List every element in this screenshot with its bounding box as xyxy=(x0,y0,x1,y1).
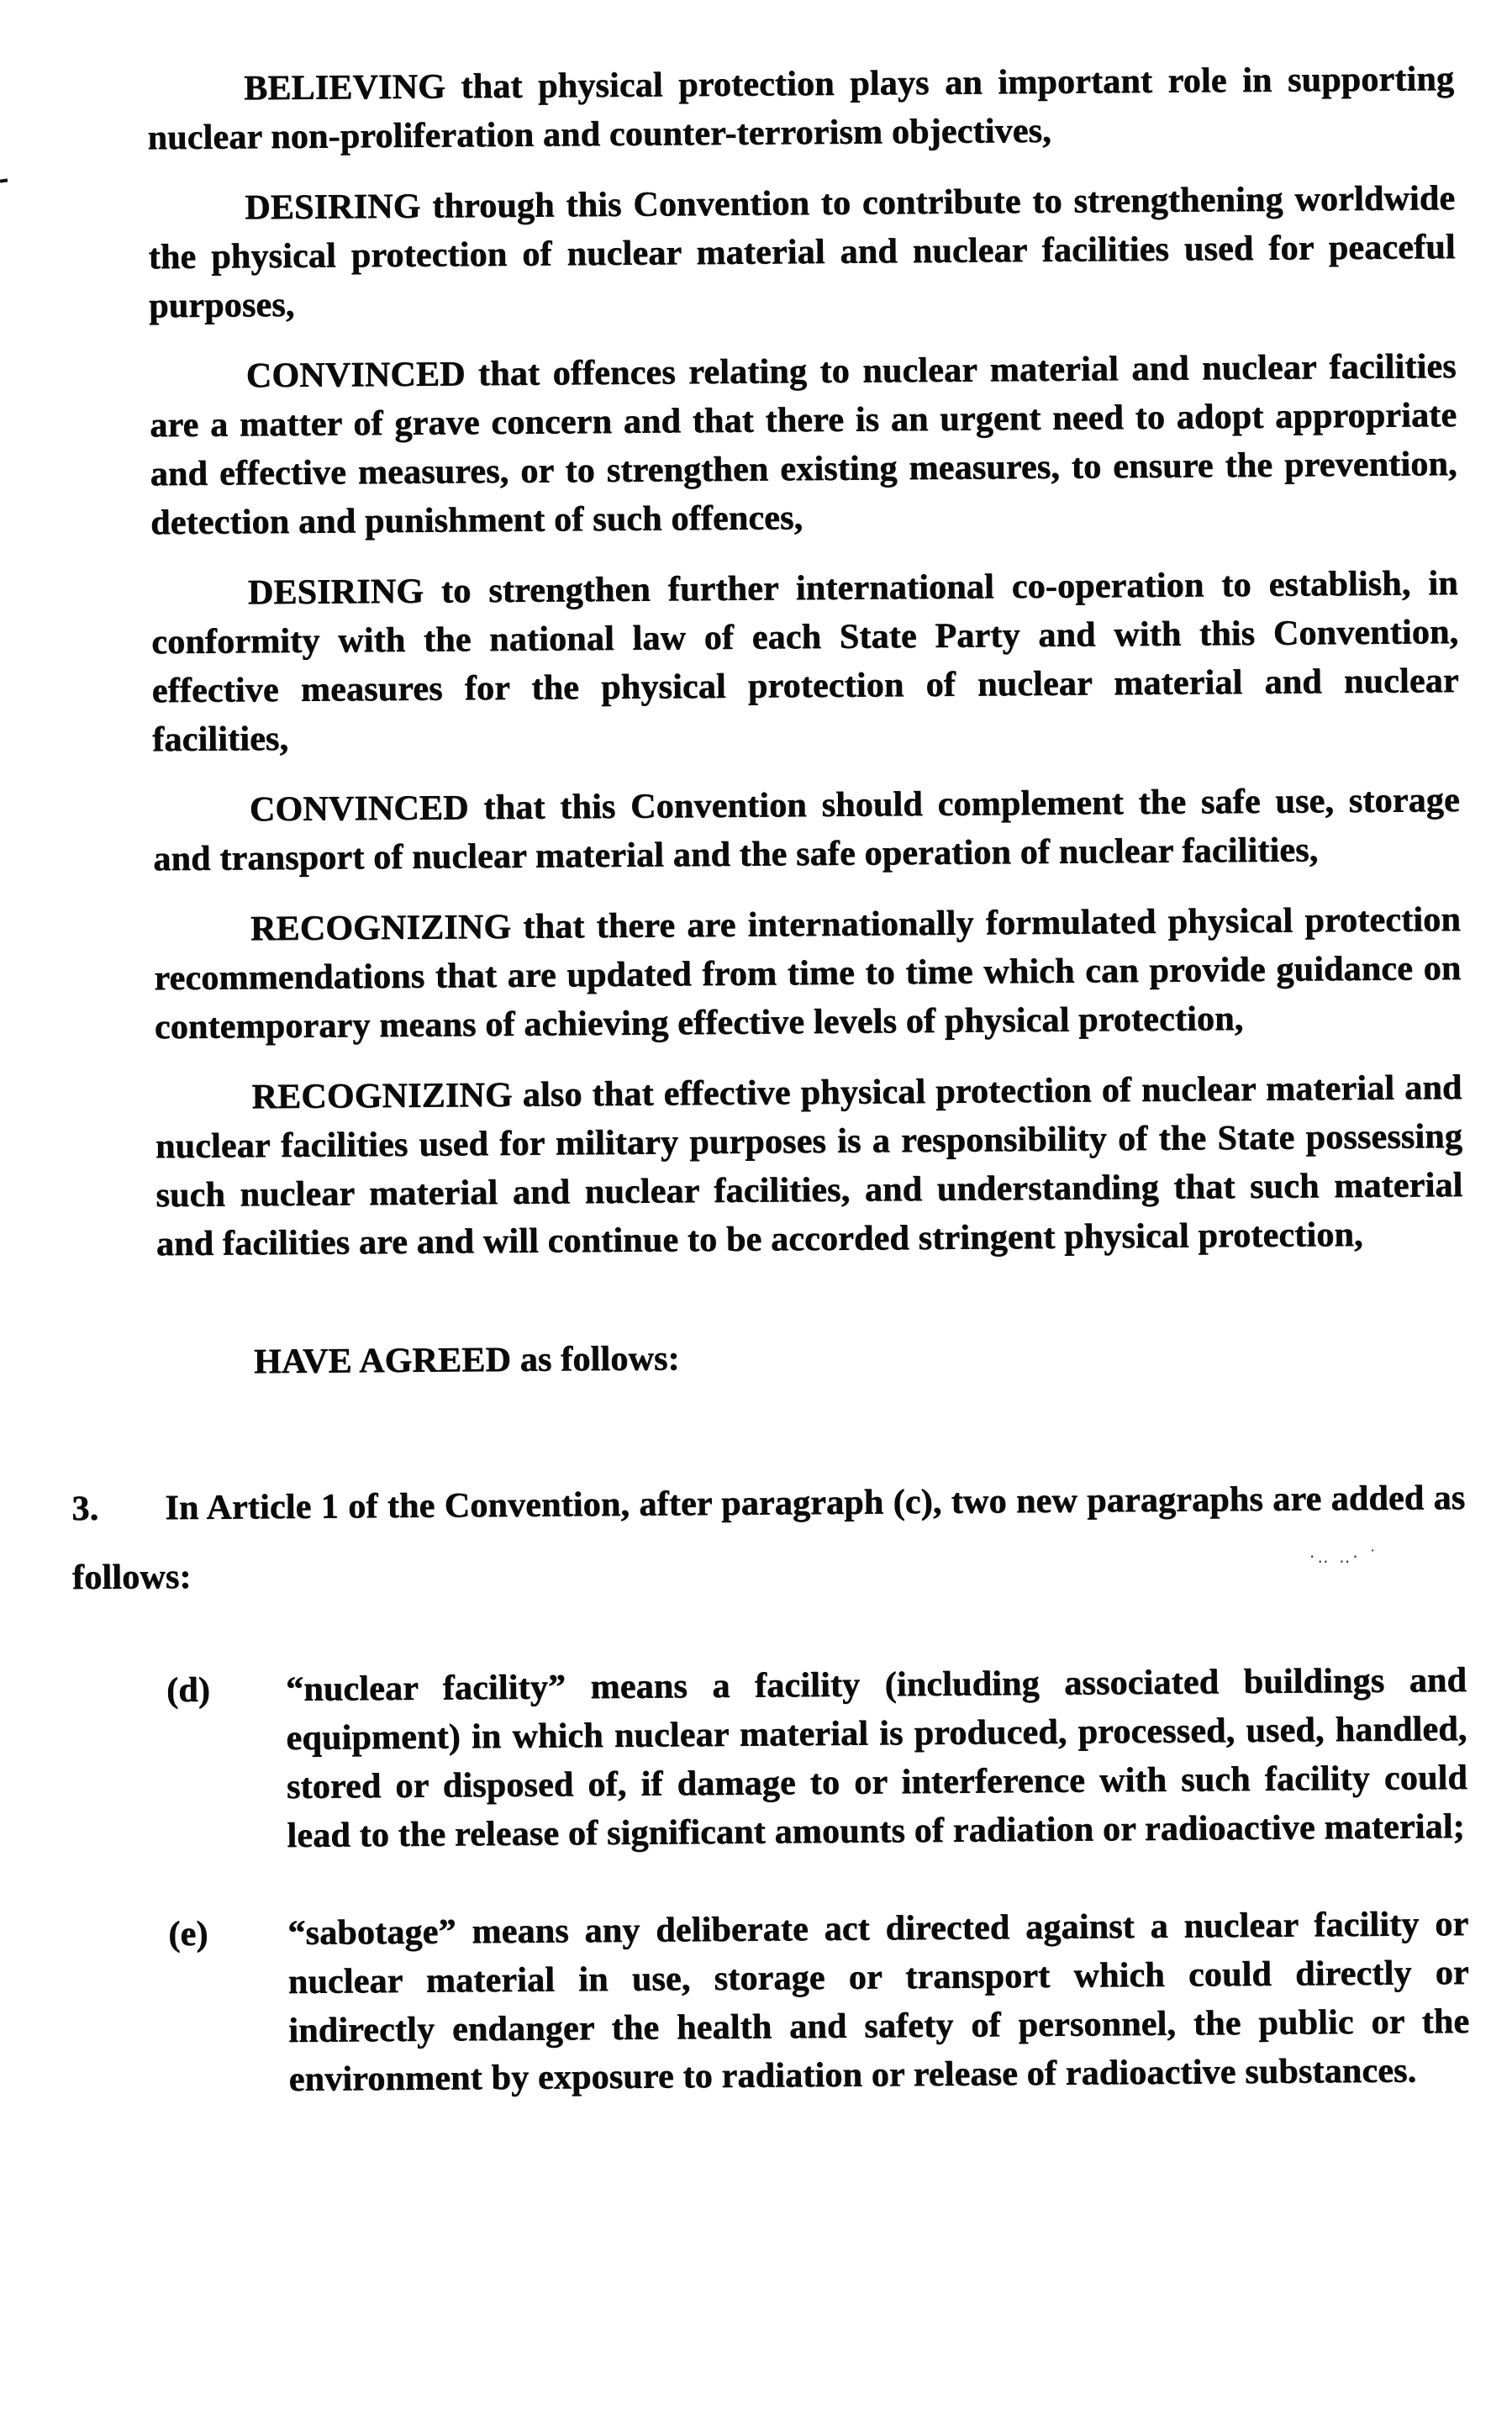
section-3-text: In Article 1 of the Convention, after paragraph (c), two new paragraphs are added as follows: xyxy=(71,1478,1466,1597)
preamble-paragraph-convinced-offences: CONVINCED that offences relating to nuclear material and nuclear facilities are a matter of grave concern and that there is an urgent need to adopt appropriate and effective measures, or to strengthen existing measures, to ensure the prevention, detection and punishment of such offences, xyxy=(150,346,1457,543)
preamble-paragraph-recognizing-military: RECOGNIZING also that effective physical protection of nuclear material and nuclear facilities used for military purposes is a responsibility of the State possessing such nuclear material and nuclear facilities, and understanding that such material and facilities are and will continue to be accorded stringent physical protection, xyxy=(155,1068,1463,1264)
section-3-number: 3. xyxy=(71,1489,99,1528)
preamble-paragraph-convinced-complement: CONVINCED that this Convention should complement the safe use, storage and transport of nuclear material and the safe operation of nuclear facilities, xyxy=(153,780,1461,879)
document-text-block xyxy=(61,55,1470,2106)
definition-text-e: “sabotage” means any deliberate act directed against a nuclear facility or nuclear material in use, storage or transport which could directly or indirectly endanger the health and safety of personnel, the public or the environment by exposure to radiation or release of radioactive substances. xyxy=(287,1904,1470,2099)
preamble-paragraph-desiring-cooperation: DESIRING to strengthen further international co-operation to establish, in conformity with the national law of each State Party and with this Convention, effective measures for the physical protection of nuclear material and nuclear facilities, xyxy=(151,563,1459,760)
scan-noise-dots-artifact: ·‥ ‥· ˙ xyxy=(1309,1547,1380,1567)
definition-label-e: (e) xyxy=(168,1914,208,1954)
preamble-paragraph-recognizing-recommendations: RECOGNIZING that there are internationally formulated physical protection recommendations that are updated from time to time which can provide guidance on contemporary means of achieving effective levels of physical protection, xyxy=(154,899,1462,1047)
scan-margin-tick-artifact xyxy=(0,178,8,182)
agreement-clause: HAVE AGREED as follows: xyxy=(253,1339,681,1382)
section-3-paragraph xyxy=(71,1463,1466,1612)
definition-item-d xyxy=(166,1656,1468,1861)
definition-item-e xyxy=(168,1900,1470,2105)
preamble-paragraph-desiring-convention: DESIRING through this Convention to contribute to strengthening worldwide the physical protection of nuclear material and nuclear facilities used for peaceful purposes, xyxy=(148,178,1456,326)
preamble-paragraph-believing: BELIEVING that physical protection plays an important role in supporting nuclear non-proliferation and counter-terrorism objectives, xyxy=(147,59,1455,158)
definition-text-d: “nuclear facility” means a facility (including associated buildings and equipment) in which nuclear material is produced, processed, used, handled, stored or disposed of, if damage to or interference with such facility could lead to the release of significant amounts of radiation or radioactive material; xyxy=(286,1660,1468,1855)
definition-label-d: (d) xyxy=(166,1670,211,1711)
